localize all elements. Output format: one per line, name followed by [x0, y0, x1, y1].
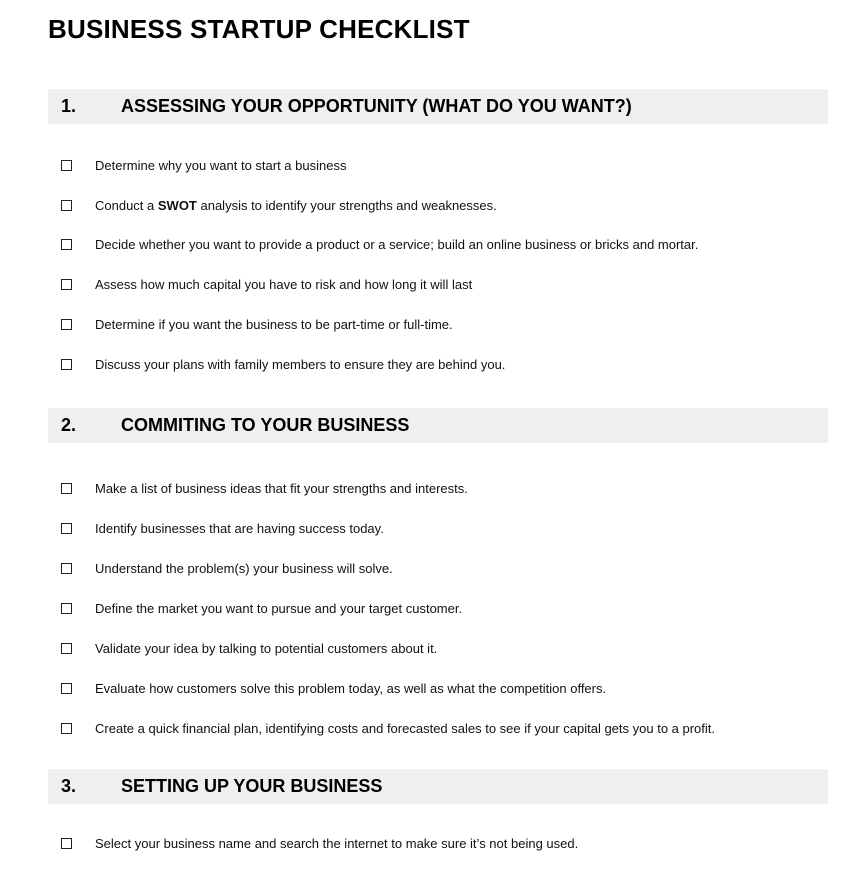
checklist-item — [61, 157, 821, 177]
checklist-item — [61, 316, 821, 336]
swot-term: SWOT — [157, 198, 197, 213]
checklist-item-text: Understand the problem(s) your business will solve. — [95, 561, 393, 576]
checkbox[interactable] — [61, 838, 72, 849]
checkbox[interactable] — [61, 643, 72, 654]
section-title: SETTING UP YOUR BUSINESS — [121, 776, 383, 796]
section-number: 3. — [61, 776, 77, 796]
checkbox[interactable] — [61, 359, 72, 370]
checklist-item — [61, 680, 821, 700]
checkbox[interactable] — [61, 319, 72, 330]
checklist-item — [61, 197, 821, 217]
section-number: 2. — [61, 415, 77, 435]
checkbox[interactable] — [61, 723, 72, 734]
checklist-item-text: Create a quick financial plan, identifying costs and forecasted sales to see if your capital gets you to a profit. — [95, 721, 716, 736]
section-header-1 — [48, 89, 828, 124]
section-number: 1. — [61, 96, 77, 116]
checklist-item-text: Evaluate how customers solve this problem today, as well as what the competition offers. — [95, 681, 607, 696]
checklist-item — [61, 600, 821, 620]
checkbox[interactable] — [61, 279, 72, 290]
checklist-item — [61, 276, 821, 296]
section-header-3 — [48, 769, 828, 804]
checklist-item-text — [95, 197, 497, 215]
checklist-item — [61, 720, 821, 740]
checklist-item-text: Discuss your plans with family members to ensure they are behind you. — [95, 357, 506, 372]
checklist-item — [61, 236, 821, 256]
checklist-item-text: Define the market you want to pursue and your target customer. — [95, 601, 463, 616]
page-title: BUSINESS STARTUP CHECKLIST — [48, 14, 470, 44]
checklist-item — [61, 356, 821, 376]
checkbox[interactable] — [61, 603, 72, 614]
checklist-item-text: Decide whether you want to provide a product or a service; build an online business or bricks and mortar. — [95, 237, 699, 252]
checkbox[interactable] — [61, 160, 72, 171]
text-part: analysis to identify your strengths and weaknesses. — [196, 198, 497, 213]
checklist-item-text: Make a list of business ideas that fit your strengths and interests. — [95, 481, 468, 496]
checklist-item — [61, 480, 821, 500]
section-header-2 — [48, 408, 828, 443]
checklist-item-text: Determine why you want to start a business — [95, 158, 347, 173]
checklist-item-text: Identify businesses that are having success today. — [95, 521, 384, 536]
checkbox[interactable] — [61, 483, 72, 494]
checklist-item — [61, 835, 821, 855]
checkbox[interactable] — [61, 683, 72, 694]
checklist-item — [61, 640, 821, 660]
checklist-item-text: Validate your idea by talking to potential customers about it. — [95, 641, 438, 656]
checklist-item-text: Select your business name and search the internet to make sure it’s not being used. — [95, 836, 579, 851]
checkbox[interactable] — [61, 563, 72, 574]
text-part: Conduct a — [95, 198, 158, 213]
checkbox[interactable] — [61, 200, 72, 211]
section-title: COMMITING TO YOUR BUSINESS — [121, 415, 410, 435]
checklist-item-text: Assess how much capital you have to risk and how long it will last — [95, 277, 473, 292]
checklist-item-text: Determine if you want the business to be part-time or full-time. — [95, 317, 453, 332]
checklist-item — [61, 520, 821, 540]
section-title: ASSESSING YOUR OPPORTUNITY (WHAT DO YOU WANT?) — [121, 96, 632, 116]
checklist-item — [61, 560, 821, 580]
checkbox[interactable] — [61, 523, 72, 534]
checkbox[interactable] — [61, 239, 72, 250]
